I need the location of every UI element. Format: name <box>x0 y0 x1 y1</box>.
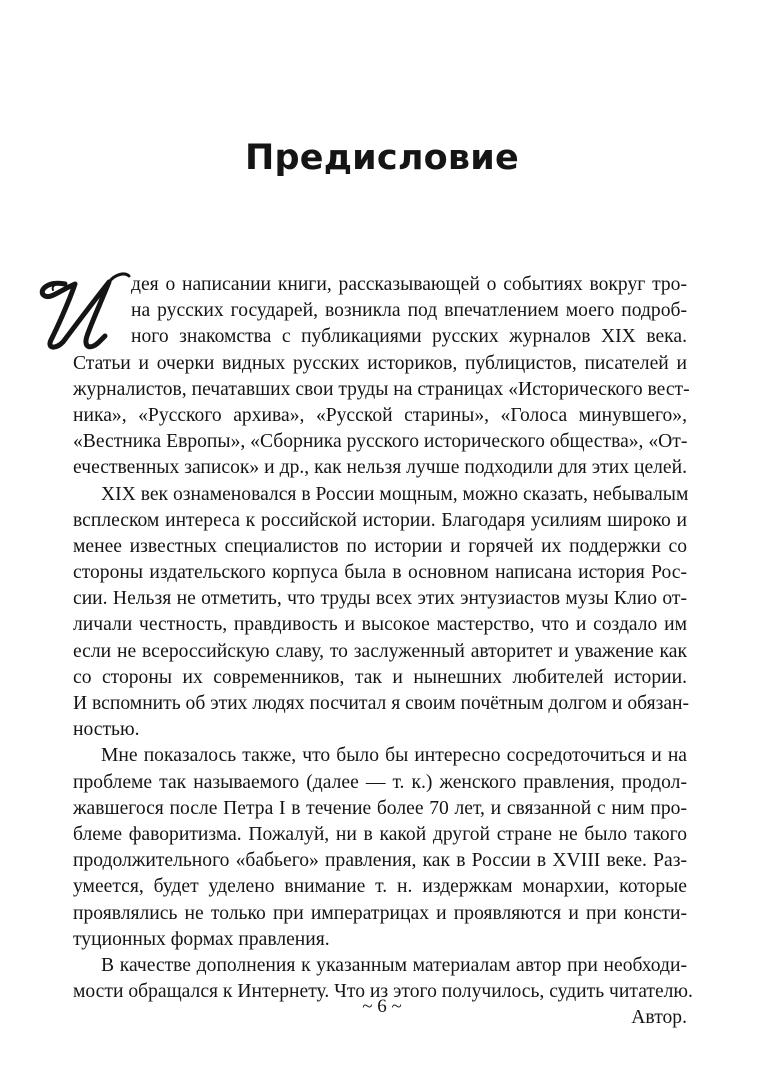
author-signature: Автор. <box>631 1007 687 1029</box>
text-line: ника», «Русского архива», «Русской старины», «Голоса минувшего», <box>73 404 687 426</box>
text-line: туционных формах правления. <box>73 928 330 950</box>
text-line: стороны издательского корпуса была в основном написана история Рос- <box>73 562 687 584</box>
text-line: проявлялись не только при императрицах и проявляются и при консти- <box>73 902 687 924</box>
text-line: если не всероссийскую славу, то заслуженный авторитет и уважение как <box>73 640 687 662</box>
page-title: Предисловие <box>245 138 519 178</box>
text-line: «Вестника Европы», «Сборника русского исторического общества», «От- <box>73 431 688 453</box>
text-line: на русских государей, возникла под впечатлением моего подроб- <box>131 300 687 322</box>
paragraph-3 <box>73 743 687 953</box>
text-line: журналистов, печатавших свои труды на страницах «Исторического вест- <box>73 378 690 400</box>
drop-cap-letter <box>35 266 133 356</box>
text-line: мости обращался к Интернету. Что из этого получилось, судить читателю. <box>73 981 693 1003</box>
text-line: умеется, будет уделено внимание т. н. издержкам монархии, которые <box>73 876 687 898</box>
text-line: менее известных специалистов по истории и горячей их поддержки со <box>73 535 687 557</box>
text-line: проблеме так называемого (далее — т. к.) женского правления, продол- <box>73 771 687 793</box>
text-line: блеме фаворитизма. Пожалуй, ни в какой другой стране не было такого <box>73 823 687 845</box>
text-line: всплеском интереса к российской истории. Благодаря усилиям широко и <box>73 509 687 531</box>
paragraph-1 <box>73 272 690 482</box>
text-line: жавшегося после Петра I в течение более 70 лет, и связанной с ним про- <box>73 797 687 819</box>
text-line: сии. Нельзя не отметить, что труды всех этих энтузиастов музы Клио от- <box>73 588 687 610</box>
text-line: ного знакомства с публикациями русских журналов XIX века. <box>131 326 687 348</box>
text-line: ностью. <box>73 719 140 741</box>
text-line: Мне показалось также, что было бы интересно сосредоточиться и на <box>101 745 687 767</box>
text-line: ечественных записок» и др., как нельзя лучше подходили для этих целей. <box>73 457 687 479</box>
text-line: со стороны их современников, так и нынешних любителей истории. <box>73 666 687 688</box>
preface-text <box>73 272 693 1031</box>
page-number: ~ 6 ~ <box>362 996 402 1017</box>
text-line: продолжительного «бабьего» правления, как в России в XVIII веке. Раз- <box>73 850 687 872</box>
paragraph-2 <box>73 482 690 744</box>
text-line: дея о написании книги, рассказывающей о событиях вокруг тро- <box>131 274 687 295</box>
text-line: В качестве дополнения к указанным материалам автор при необходи- <box>101 954 687 976</box>
text-line: Статьи и очерки видных русских историков, публицистов, писателей и <box>73 352 687 374</box>
text-line: И вспомнить об этих людях посчитал я своим почётным долгом и обязан- <box>73 693 690 714</box>
text-line: XIX век ознаменовался в России мощным, можно сказать, небывалым <box>101 483 689 505</box>
text-line: личали честность, правдивость и высокое мастерство, что и создало им <box>73 614 687 636</box>
